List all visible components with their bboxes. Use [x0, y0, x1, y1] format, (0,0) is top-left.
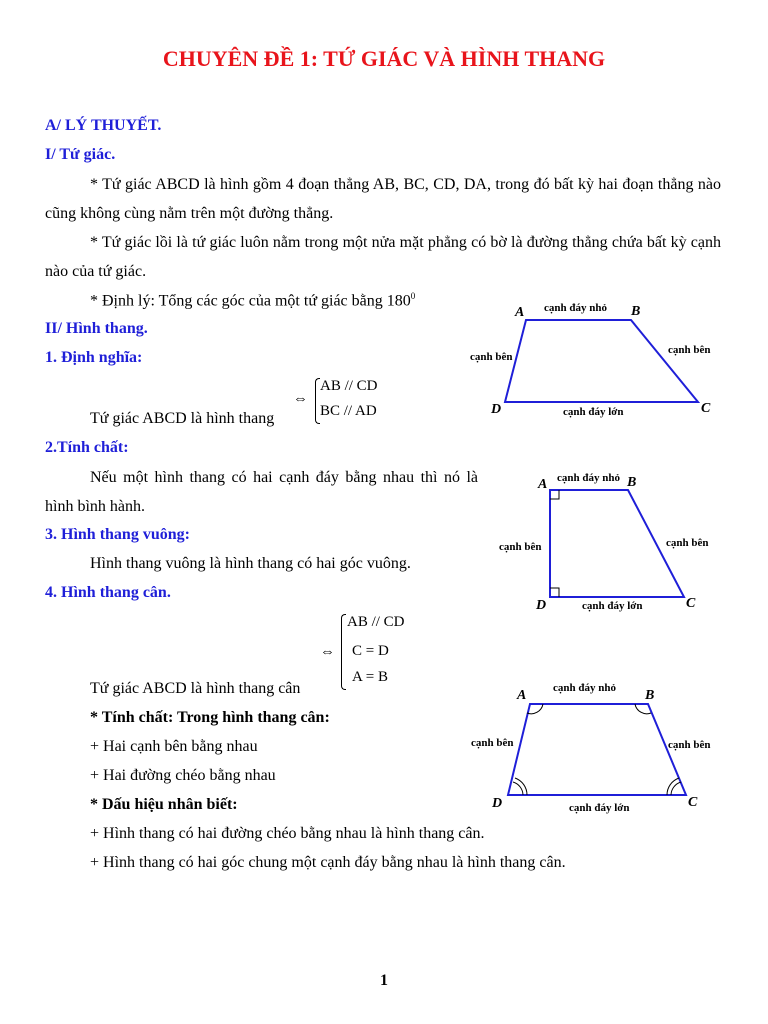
part1-heading: I/ Tứ giác. [45, 146, 116, 163]
isosceles-trapezoid-heading: 4. Hình thang cân. [45, 584, 171, 601]
definition-condition-2: BC // AD [320, 403, 377, 419]
isosceles-sign-1: + Hình thang có hai đường chéo bằng nhau là hình thang cân. [90, 825, 485, 842]
right-trapezoid-figure [499, 472, 709, 613]
left-side-label: cạnh bên [499, 541, 542, 553]
vertex-b: B [627, 475, 637, 490]
isosceles-trapezoid-figure [471, 682, 711, 814]
small-base-label: cạnh đáy nhỏ [557, 472, 620, 484]
quadrilateral-definition: * Tứ giác ABCD là hình gồm 4 đoạn thẳng AB, BC, CD, DA, trong đó bất kỳ hai đoạn thẳng nào cũng không cùng nằm trên một đường thẳng. [45, 176, 721, 222]
vertex-b: B [631, 304, 641, 319]
angle-mark-d-inner [515, 778, 527, 795]
small-base-label: cạnh đáy nhỏ [544, 302, 607, 314]
definition-text: Tứ giác ABCD là hình thang [90, 410, 275, 427]
vertex-a: A [517, 688, 527, 703]
left-side-label: cạnh bên [470, 351, 513, 363]
isosceles-property-2: + Hai đường chéo bằng nhau [90, 767, 276, 784]
vertex-d: D [491, 402, 502, 417]
trapezoid-shape [505, 320, 698, 402]
right-trapezoid-heading: 3. Hình thang vuông: [45, 526, 190, 543]
vertex-b: B [645, 688, 655, 703]
isosceles-equivalence-arrow: ⇔ [320, 644, 335, 660]
section-a-heading: A/ LÝ THUYẾT. [45, 117, 162, 134]
right-angle-mark-d [550, 588, 559, 597]
right-side-label: cạnh bên [666, 537, 709, 549]
isosceles-condition-1: AB // CD [347, 614, 405, 630]
left-side-label: cạnh bên [471, 737, 514, 749]
isosceles-property-heading: * Tính chất: Trong hình thang cân: [90, 709, 330, 726]
isosceles-condition-3: A = B [352, 669, 388, 685]
big-base-label: cạnh đáy lớn [582, 600, 643, 612]
isosceles-condition-2: C = D [352, 643, 389, 659]
convex-quadrilateral-definition: * Tứ giác lồi là tứ giác luôn nằm trong một nửa mặt phẳng có bờ là đường thẳng chứa bất kỳ cạnh nào của tứ giác. [45, 234, 721, 280]
vertex-c: C [701, 401, 711, 416]
vertex-a: A [538, 477, 548, 492]
isosceles-sign-heading: * Dấu hiệu nhân biết: [90, 796, 238, 813]
angle-mark-c-outer [671, 782, 681, 795]
property-heading: 2.Tính chất: [45, 439, 129, 456]
right-side-label: cạnh bên [668, 739, 711, 751]
property-text: Nếu một hình thang có hai cạnh đáy bằng nhau thì nó là hình bình hành. [45, 469, 478, 515]
big-base-label: cạnh đáy lớn [563, 406, 624, 418]
trapezoid-figure [470, 302, 711, 418]
degree-superscript: 0 [410, 291, 416, 301]
right-trapezoid-definition: Hình thang vuông là hình thang có hai góc vuông. [90, 555, 411, 572]
small-base-label: cạnh đáy nhỏ [553, 682, 616, 694]
page-number: 1 [380, 972, 388, 989]
isosceles-property-1: + Hai cạnh bên bằng nhau [90, 738, 258, 755]
isosceles-trapezoid-shape [508, 704, 686, 795]
vertex-a: A [515, 305, 525, 320]
right-trapezoid-shape [550, 490, 684, 597]
right-side-label: cạnh bên [668, 344, 711, 356]
angle-mark-d-outer [513, 782, 523, 795]
vertex-d: D [536, 598, 547, 613]
angle-mark-c-inner [667, 778, 679, 795]
page-title: CHUYÊN ĐỀ 1: TỨ GIÁC VÀ HÌNH THANG [162, 46, 606, 71]
definition-condition-1: AB // CD [320, 378, 378, 394]
theorem-text: * Định lý: Tổng các góc của một tứ giác bằng 180 [90, 292, 411, 310]
vertex-c: C [688, 795, 698, 810]
vertex-d: D [492, 796, 503, 811]
big-base-label: cạnh đáy lớn [569, 802, 630, 814]
vertex-c: C [686, 596, 696, 611]
isosceles-sign-2: + Hình thang có hai góc chung một cạnh đáy bằng nhau là hình thang cân. [90, 854, 566, 871]
definition-equivalence-arrow: ⇔ [293, 391, 308, 407]
right-angle-mark-a [550, 490, 559, 499]
definition-heading: 1. Định nghĩa: [45, 349, 143, 366]
part2-heading: II/ Hình thang. [45, 320, 148, 337]
isosceles-definition-text: Tứ giác ABCD là hình thang cân [90, 680, 301, 697]
